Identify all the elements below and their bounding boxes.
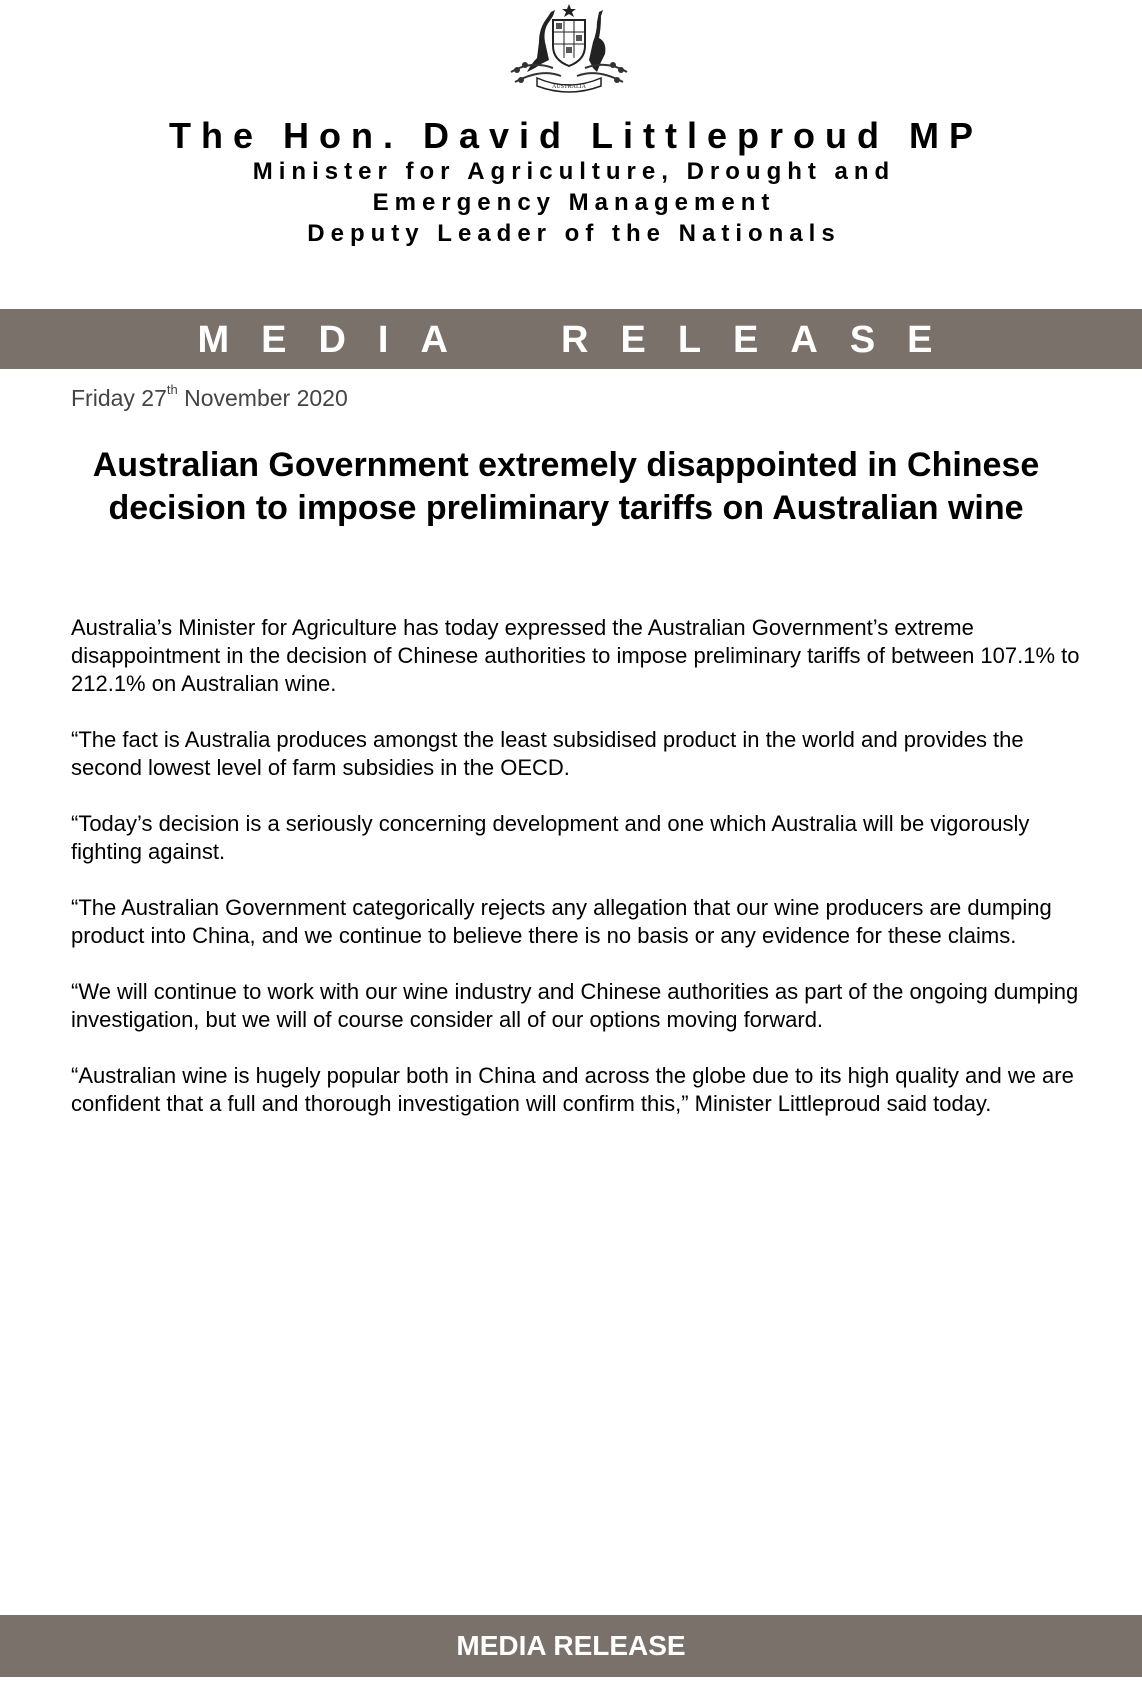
release-date-ordinal: th xyxy=(166,382,178,397)
release-date-rest: November 2020 xyxy=(177,385,348,411)
body-paragraph: “We will continue to work with our wine industry and Chinese authorities as part of the ongoing dumping investigation, but we will of course consider all of our options moving forward. xyxy=(71,979,1079,1032)
release-headline: Australian Government extremely disappointed in Chinese decision to impose preliminary tariffs on Australian wine xyxy=(92,446,1040,527)
media-release-banner-bottom: MEDIA RELEASE xyxy=(0,1615,1142,1677)
body-paragraph: “The Australian Government categorically rejects any allegation that our wine producers are dumping product into China, and we continue to believe there is no basis or any evidence for these claims. xyxy=(71,895,1052,948)
coat-of-arms-icon xyxy=(501,2,637,96)
portfolio-line: Deputy Leader of the Nationals xyxy=(307,220,841,247)
media-release-banner-top: MEDIA RELEASE xyxy=(0,309,1142,369)
crest-scroll-text: AUSTRALIA xyxy=(552,84,586,90)
body-paragraph: “The fact is Australia produces amongst the least subsidised product in the world and provides the second lowest level of farm subsidies in the OECD. xyxy=(71,727,1024,780)
body-paragraph: “Australian wine is hugely popular both in China and across the globe due to its high quality and we are confident that a full and thorough investigation will confirm this,” Minister Littleproud said today. xyxy=(71,1063,1074,1116)
body-paragraph: “Today’s decision is a seriously concerning development and one which Australia will be vigorously fighting against. xyxy=(71,811,1030,864)
release-body xyxy=(71,614,1081,1146)
body-paragraph: Australia’s Minister for Agriculture has today expressed the Australian Government’s extreme disappointment in the decision of Chinese authorities to impose preliminary tariffs of between 107.1% to 212.1% on Australian wine. xyxy=(71,615,1080,696)
portfolio-line: Minister for Agriculture, Drought and xyxy=(252,158,896,185)
minister-name: The Hon. David Littleproud MP xyxy=(169,115,983,156)
release-date-day: Friday 27 xyxy=(71,385,167,411)
portfolio-line: Emergency Management xyxy=(372,189,776,216)
release-date xyxy=(71,383,348,413)
